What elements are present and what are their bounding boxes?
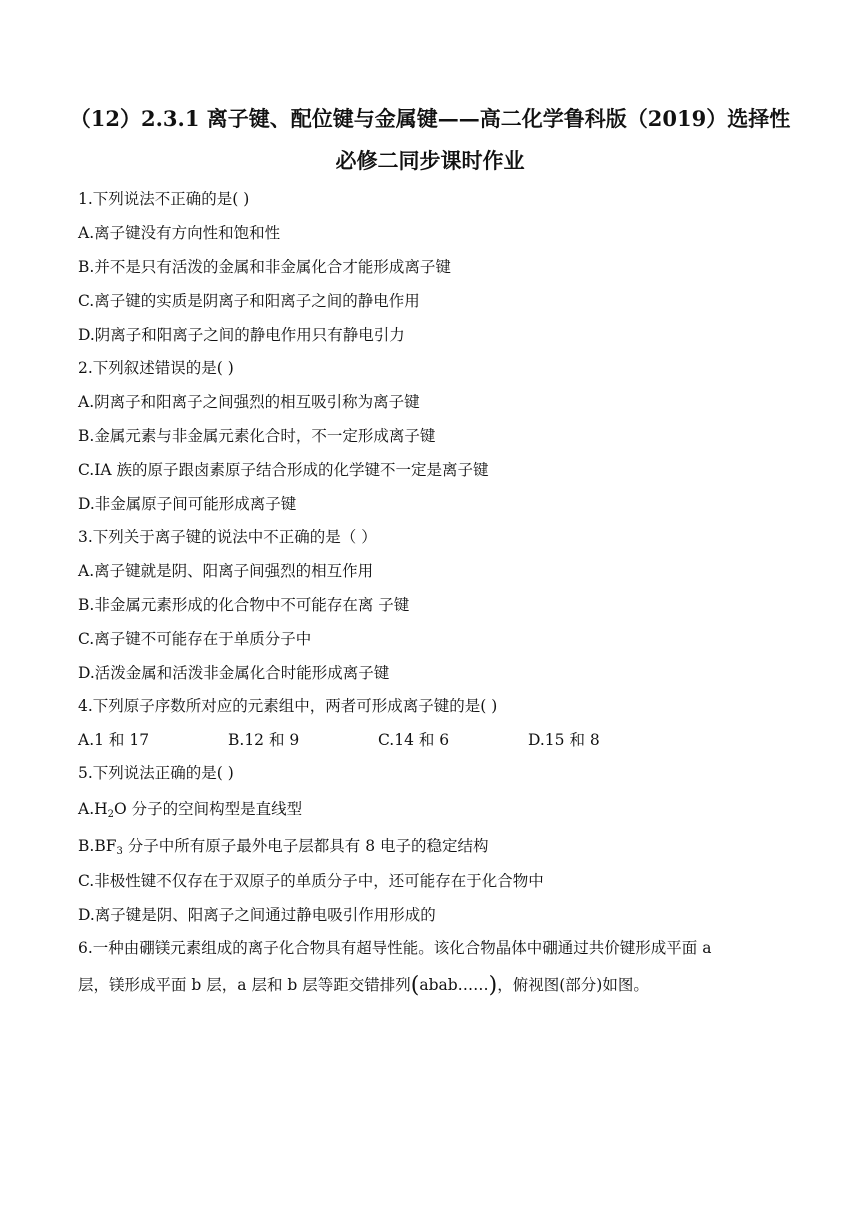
- question-4-option-d: D.15 和 8: [528, 731, 600, 749]
- option-b-prefix: B.: [78, 837, 95, 855]
- stem-text-tail: ，俯视图(部分)如图。: [497, 976, 649, 994]
- question-2-option-c: C.ⅠA 族的原子跟卤素原子结合形成的化学键不一定是离子键: [78, 461, 489, 479]
- question-5-option-a: [78, 798, 302, 820]
- right-paren: ): [488, 973, 498, 998]
- question-3-stem: 3.下列关于离子键的说法中不正确的是（ ）: [78, 528, 377, 546]
- question-1-option-c: C.离子键的实质是阴离子和阳离子之间的静电作用: [78, 292, 420, 310]
- option-b-text: 分子中所有原子最外电子层都具有 8 电子的稳定结构: [122, 837, 489, 855]
- question-1-option-b: B.并不是只有活泼的金属和非金属化合才能形成离子键: [78, 258, 451, 276]
- option-a-prefix: A.: [78, 800, 95, 818]
- question-1-option-a: A.离子键没有方向性和饱和性: [78, 224, 281, 242]
- question-5-option-c: C.非极性键不仅存在于双原子的单质分子中，还可能存在于化合物中: [78, 872, 544, 890]
- left-paren: (: [410, 973, 420, 998]
- question-3-option-d: D.活泼金属和活泼非金属化合时能形成离子键: [78, 664, 390, 682]
- stem-text: 层，镁形成平面 b 层，a 层和 b 层等距交错排列: [78, 976, 411, 994]
- question-6-stem-line-1: 6.一种由硼镁元素组成的离子化合物具有超导性能。该化合物晶体中硼通过共价键形成平面 a: [78, 939, 712, 957]
- document-title-line-1: （12）2.3.1 离子键、配位键与金属键——高二化学鲁科版（2019）选择性: [69, 106, 791, 131]
- question-6-stem-line-2: [78, 974, 649, 997]
- question-1-stem: 1.下列说法不正确的是( ): [78, 190, 250, 208]
- question-4-option-b: B.12 和 9: [228, 731, 300, 749]
- question-3-option-b: B.非金属元素形成的化合物中不可能存在离 子键: [78, 596, 410, 614]
- question-4-stem: 4.下列原子序数所对应的元素组中，两者可形成离子键的是( ): [78, 697, 498, 715]
- question-3-option-c: C.离子键不可能存在于单质分子中: [78, 630, 312, 648]
- question-2-stem: 2.下列叙述错误的是( ): [78, 359, 234, 377]
- question-5-option-b: [78, 835, 489, 857]
- question-5-option-d: D.离子键是阴、阳离子之间通过静电吸引作用形成的: [78, 906, 436, 924]
- question-2-option-b: B.金属元素与非金属元素化合时，不一定形成离子键: [78, 427, 436, 445]
- question-1-option-d: D.阴离子和阳离子之间的静电作用只有静电引力: [78, 326, 405, 344]
- question-5-stem: 5.下列说法正确的是( ): [78, 764, 234, 782]
- question-3-option-a: A.离子键就是阴、阳离子间强烈的相互作用: [78, 562, 374, 580]
- formula-h2o: $H_2O$: [94, 800, 127, 820]
- question-4-option-c: C.14 和 6: [378, 731, 450, 749]
- layer-sequence: abab……: [419, 976, 489, 994]
- document-title-line-2: 必修二同步课时作业: [335, 148, 525, 173]
- question-2-option-d: D.非金属原子间可能形成离子键: [78, 495, 297, 513]
- question-2-option-a: A.阴离子和阳离子之间强烈的相互吸引称为离子键: [78, 393, 420, 411]
- formula-bf3: $BF_3$: [94, 837, 123, 857]
- question-4-option-a: A.1 和 17: [78, 731, 150, 749]
- option-a-text: 分子的空间构型是直线型: [126, 800, 303, 818]
